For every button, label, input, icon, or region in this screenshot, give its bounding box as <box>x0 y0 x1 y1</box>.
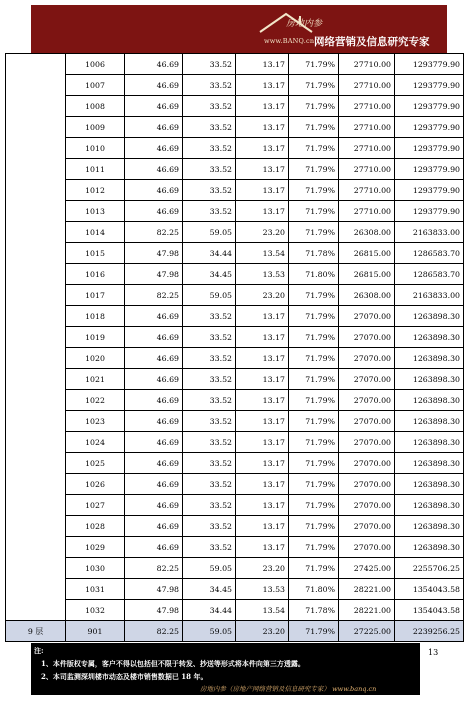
table-row <box>6 264 464 285</box>
summary-cell: 71.79% <box>289 621 339 642</box>
floor-cell <box>6 117 66 138</box>
value-cell: 33.52 <box>183 306 236 327</box>
value-cell: 82.25 <box>125 222 183 243</box>
value-cell: 13.17 <box>236 390 289 411</box>
table-row <box>6 117 464 138</box>
floor-cell <box>6 96 66 117</box>
floor-cell <box>6 579 66 600</box>
value-cell: 46.69 <box>125 432 183 453</box>
value-cell: 1263898.30 <box>395 348 464 369</box>
value-cell: 13.17 <box>236 180 289 201</box>
summary-cell: 59.05 <box>183 621 236 642</box>
value-cell: 34.45 <box>183 264 236 285</box>
value-cell: 23.20 <box>236 558 289 579</box>
unit-number-cell: 1032 <box>66 600 125 621</box>
unit-number-cell: 1016 <box>66 264 125 285</box>
value-cell: 46.69 <box>125 117 183 138</box>
value-cell: 47.98 <box>125 264 183 285</box>
floor-cell <box>6 243 66 264</box>
floor-cell <box>6 474 66 495</box>
floor-cell <box>6 411 66 432</box>
summary-cell: 2239256.25 <box>395 621 464 642</box>
table-row <box>6 159 464 180</box>
table-row <box>6 495 464 516</box>
value-cell: 33.52 <box>183 96 236 117</box>
value-cell: 33.52 <box>183 411 236 432</box>
unit-number-cell: 1025 <box>66 453 125 474</box>
unit-number-cell: 1017 <box>66 285 125 306</box>
sales-table <box>5 53 464 642</box>
floor-cell <box>6 453 66 474</box>
table-row <box>6 453 464 474</box>
value-cell: 71.79% <box>289 474 339 495</box>
value-cell: 71.78% <box>289 600 339 621</box>
value-cell: 1263898.30 <box>395 474 464 495</box>
unit-number-cell: 1012 <box>66 180 125 201</box>
table-row <box>6 411 464 432</box>
value-cell: 46.69 <box>125 369 183 390</box>
value-cell: 71.79% <box>289 537 339 558</box>
value-cell: 71.79% <box>289 390 339 411</box>
value-cell: 71.79% <box>289 96 339 117</box>
value-cell: 33.52 <box>183 432 236 453</box>
value-cell: 1263898.30 <box>395 306 464 327</box>
value-cell: 71.79% <box>289 453 339 474</box>
value-cell: 33.52 <box>183 201 236 222</box>
value-cell: 27710.00 <box>339 75 395 96</box>
value-cell: 47.98 <box>125 243 183 264</box>
table-row <box>6 201 464 222</box>
floor-cell <box>6 348 66 369</box>
value-cell: 59.05 <box>183 558 236 579</box>
value-cell: 1263898.30 <box>395 411 464 432</box>
value-cell: 71.78% <box>289 243 339 264</box>
table-row <box>6 516 464 537</box>
value-cell: 1263898.30 <box>395 327 464 348</box>
table-row <box>6 138 464 159</box>
value-cell: 27710.00 <box>339 54 395 75</box>
value-cell: 2163833.00 <box>395 285 464 306</box>
table-row <box>6 600 464 621</box>
value-cell: 13.53 <box>236 579 289 600</box>
value-cell: 33.52 <box>183 390 236 411</box>
floor-label: 9 层 <box>6 621 66 642</box>
unit-number-cell: 1014 <box>66 222 125 243</box>
value-cell: 71.79% <box>289 558 339 579</box>
value-cell: 33.52 <box>183 54 236 75</box>
value-cell: 27070.00 <box>339 327 395 348</box>
value-cell: 27710.00 <box>339 159 395 180</box>
value-cell: 33.52 <box>183 180 236 201</box>
table-row <box>6 432 464 453</box>
value-cell: 26308.00 <box>339 222 395 243</box>
value-cell: 46.69 <box>125 96 183 117</box>
floor-cell <box>6 537 66 558</box>
value-cell: 13.17 <box>236 369 289 390</box>
table-row <box>6 390 464 411</box>
floor-cell <box>6 138 66 159</box>
value-cell: 1263898.30 <box>395 369 464 390</box>
floor-cell <box>6 327 66 348</box>
value-cell: 13.17 <box>236 411 289 432</box>
value-cell: 27070.00 <box>339 516 395 537</box>
value-cell: 46.69 <box>125 411 183 432</box>
value-cell: 46.69 <box>125 327 183 348</box>
value-cell: 27070.00 <box>339 411 395 432</box>
value-cell: 46.69 <box>125 180 183 201</box>
note-monitoring: 2、本司监测深圳楼市动态及楼市销售数据已 18 年。 <box>41 672 208 681</box>
value-cell: 28221.00 <box>339 600 395 621</box>
floor-cell <box>6 516 66 537</box>
value-cell: 1293779.90 <box>395 96 464 117</box>
value-cell: 13.54 <box>236 600 289 621</box>
value-cell: 71.79% <box>289 327 339 348</box>
unit-number-cell: 1015 <box>66 243 125 264</box>
value-cell: 1293779.90 <box>395 117 464 138</box>
value-cell: 59.05 <box>183 222 236 243</box>
value-cell: 46.69 <box>125 390 183 411</box>
note-copyright: 1、本件版权专属，客户不得以包括但不限于转发、抄送等形式将本件向第三方透露。 <box>41 659 305 668</box>
value-cell: 13.17 <box>236 537 289 558</box>
value-cell: 27070.00 <box>339 474 395 495</box>
floor-cell <box>6 306 66 327</box>
floor-cell <box>6 285 66 306</box>
table-row <box>6 348 464 369</box>
table-row <box>6 180 464 201</box>
table-row <box>6 96 464 117</box>
value-cell: 27710.00 <box>339 96 395 117</box>
value-cell: 71.79% <box>289 495 339 516</box>
value-cell: 13.17 <box>236 474 289 495</box>
table-row <box>6 222 464 243</box>
table-row <box>6 537 464 558</box>
value-cell: 71.79% <box>289 306 339 327</box>
value-cell: 13.54 <box>236 243 289 264</box>
value-cell: 1263898.30 <box>395 390 464 411</box>
value-cell: 71.79% <box>289 369 339 390</box>
value-cell: 27710.00 <box>339 201 395 222</box>
value-cell: 71.80% <box>289 264 339 285</box>
value-cell: 1263898.30 <box>395 432 464 453</box>
value-cell: 71.79% <box>289 432 339 453</box>
value-cell: 46.69 <box>125 54 183 75</box>
value-cell: 1354043.58 <box>395 600 464 621</box>
value-cell: 33.52 <box>183 474 236 495</box>
value-cell: 23.20 <box>236 285 289 306</box>
unit-number-cell: 1024 <box>66 432 125 453</box>
value-cell: 33.52 <box>183 75 236 96</box>
table-row <box>6 54 464 75</box>
floor-cell <box>6 264 66 285</box>
value-cell: 46.69 <box>125 159 183 180</box>
table-row <box>6 579 464 600</box>
summary-cell: 27225.00 <box>339 621 395 642</box>
value-cell: 71.79% <box>289 159 339 180</box>
value-cell: 27710.00 <box>339 138 395 159</box>
value-cell: 27070.00 <box>339 306 395 327</box>
unit-number-cell: 1008 <box>66 96 125 117</box>
value-cell: 71.79% <box>289 138 339 159</box>
value-cell: 71.79% <box>289 516 339 537</box>
unit-number-cell: 1028 <box>66 516 125 537</box>
value-cell: 27425.00 <box>339 558 395 579</box>
page-number: 13 <box>428 648 439 657</box>
unit-number-cell: 1009 <box>66 117 125 138</box>
logo <box>256 10 446 50</box>
value-cell: 28221.00 <box>339 579 395 600</box>
unit-number-cell: 1013 <box>66 201 125 222</box>
value-cell: 46.69 <box>125 495 183 516</box>
value-cell: 46.69 <box>125 75 183 96</box>
value-cell: 59.05 <box>183 285 236 306</box>
unit-number-cell: 1020 <box>66 348 125 369</box>
unit-number-cell: 1027 <box>66 495 125 516</box>
value-cell: 13.17 <box>236 117 289 138</box>
value-cell: 27070.00 <box>339 432 395 453</box>
value-cell: 34.44 <box>183 600 236 621</box>
table-body <box>6 54 464 642</box>
value-cell: 27070.00 <box>339 453 395 474</box>
logo-text: 房地内参 <box>286 19 323 29</box>
value-cell: 2255706.25 <box>395 558 464 579</box>
value-cell: 46.69 <box>125 306 183 327</box>
value-cell: 33.52 <box>183 348 236 369</box>
table-row <box>6 369 464 390</box>
value-cell: 82.25 <box>125 558 183 579</box>
unit-number-cell: 1029 <box>66 537 125 558</box>
value-cell: 46.69 <box>125 537 183 558</box>
value-cell: 47.98 <box>125 600 183 621</box>
unit-number-cell: 1018 <box>66 306 125 327</box>
value-cell: 26815.00 <box>339 243 395 264</box>
value-cell: 13.17 <box>236 348 289 369</box>
value-cell: 13.53 <box>236 264 289 285</box>
value-cell: 13.17 <box>236 54 289 75</box>
table-row <box>6 285 464 306</box>
value-cell: 13.17 <box>236 201 289 222</box>
value-cell: 13.17 <box>236 432 289 453</box>
value-cell: 71.79% <box>289 411 339 432</box>
unit-number-cell: 1007 <box>66 75 125 96</box>
value-cell: 46.69 <box>125 474 183 495</box>
floor-cell <box>6 201 66 222</box>
footer-credit: 房地内参（房地产网络营销及信息研究专家） www.banq.cn <box>200 685 377 693</box>
value-cell: 1354043.58 <box>395 579 464 600</box>
value-cell: 71.79% <box>289 348 339 369</box>
value-cell: 1293779.90 <box>395 159 464 180</box>
summary-cell: 901 <box>66 621 125 642</box>
value-cell: 1286583.70 <box>395 243 464 264</box>
unit-number-cell: 1031 <box>66 579 125 600</box>
value-cell: 27070.00 <box>339 390 395 411</box>
value-cell: 33.52 <box>183 516 236 537</box>
value-cell: 27070.00 <box>339 369 395 390</box>
value-cell: 13.17 <box>236 75 289 96</box>
value-cell: 71.79% <box>289 54 339 75</box>
value-cell: 71.79% <box>289 75 339 96</box>
value-cell: 1263898.30 <box>395 516 464 537</box>
unit-number-cell: 1019 <box>66 327 125 348</box>
floor-cell <box>6 495 66 516</box>
unit-number-cell: 1011 <box>66 159 125 180</box>
logo-url: www.BANQ.cn <box>264 37 315 45</box>
value-cell: 13.17 <box>236 306 289 327</box>
value-cell: 27710.00 <box>339 117 395 138</box>
unit-number-cell: 1006 <box>66 54 125 75</box>
floor-cell <box>6 369 66 390</box>
value-cell: 27070.00 <box>339 348 395 369</box>
value-cell: 2163833.00 <box>395 222 464 243</box>
value-cell: 33.52 <box>183 117 236 138</box>
value-cell: 1293779.90 <box>395 138 464 159</box>
value-cell: 27070.00 <box>339 537 395 558</box>
table-row <box>6 558 464 579</box>
value-cell: 71.79% <box>289 285 339 306</box>
value-cell: 1286583.70 <box>395 264 464 285</box>
value-cell: 1263898.30 <box>395 537 464 558</box>
value-cell: 46.69 <box>125 516 183 537</box>
value-cell: 33.52 <box>183 159 236 180</box>
unit-number-cell: 1021 <box>66 369 125 390</box>
value-cell: 71.79% <box>289 180 339 201</box>
value-cell: 13.17 <box>236 327 289 348</box>
note-label: 注: <box>34 646 44 655</box>
value-cell: 71.79% <box>289 117 339 138</box>
floor-cell <box>6 54 66 75</box>
value-cell: 13.17 <box>236 453 289 474</box>
value-cell: 26815.00 <box>339 264 395 285</box>
header-title: 网络营销及信息研究专家 <box>314 36 430 48</box>
value-cell: 47.98 <box>125 579 183 600</box>
floor-cell <box>6 558 66 579</box>
value-cell: 71.79% <box>289 201 339 222</box>
value-cell: 13.17 <box>236 516 289 537</box>
value-cell: 46.69 <box>125 348 183 369</box>
value-cell: 13.17 <box>236 495 289 516</box>
value-cell: 33.52 <box>183 537 236 558</box>
summary-row <box>6 621 464 642</box>
value-cell: 46.69 <box>125 138 183 159</box>
value-cell: 1263898.30 <box>395 495 464 516</box>
unit-number-cell: 1026 <box>66 474 125 495</box>
floor-cell <box>6 390 66 411</box>
floor-cell <box>6 159 66 180</box>
value-cell: 13.17 <box>236 138 289 159</box>
value-cell: 33.52 <box>183 453 236 474</box>
value-cell: 26308.00 <box>339 285 395 306</box>
value-cell: 1293779.90 <box>395 201 464 222</box>
value-cell: 46.69 <box>125 201 183 222</box>
summary-cell: 23.20 <box>236 621 289 642</box>
floor-cell <box>6 180 66 201</box>
unit-number-cell: 1023 <box>66 411 125 432</box>
value-cell: 1293779.90 <box>395 180 464 201</box>
floor-cell <box>6 75 66 96</box>
value-cell: 1293779.90 <box>395 54 464 75</box>
value-cell: 13.17 <box>236 96 289 117</box>
value-cell: 33.52 <box>183 327 236 348</box>
unit-number-cell: 1010 <box>66 138 125 159</box>
floor-cell <box>6 432 66 453</box>
floor-cell <box>6 222 66 243</box>
value-cell: 27070.00 <box>339 495 395 516</box>
value-cell: 34.44 <box>183 243 236 264</box>
summary-cell: 82.25 <box>125 621 183 642</box>
value-cell: 71.79% <box>289 222 339 243</box>
value-cell: 82.25 <box>125 285 183 306</box>
value-cell: 27710.00 <box>339 180 395 201</box>
floor-cell <box>6 600 66 621</box>
value-cell: 33.52 <box>183 138 236 159</box>
value-cell: 34.45 <box>183 579 236 600</box>
value-cell: 33.52 <box>183 495 236 516</box>
value-cell: 1293779.90 <box>395 75 464 96</box>
table-row <box>6 327 464 348</box>
unit-number-cell: 1022 <box>66 390 125 411</box>
value-cell: 23.20 <box>236 222 289 243</box>
table-row <box>6 474 464 495</box>
unit-number-cell: 1030 <box>66 558 125 579</box>
value-cell: 1263898.30 <box>395 453 464 474</box>
value-cell: 46.69 <box>125 453 183 474</box>
table-row <box>6 243 464 264</box>
value-cell: 33.52 <box>183 369 236 390</box>
value-cell: 13.17 <box>236 159 289 180</box>
table-row <box>6 75 464 96</box>
value-cell: 71.80% <box>289 579 339 600</box>
table-row <box>6 306 464 327</box>
